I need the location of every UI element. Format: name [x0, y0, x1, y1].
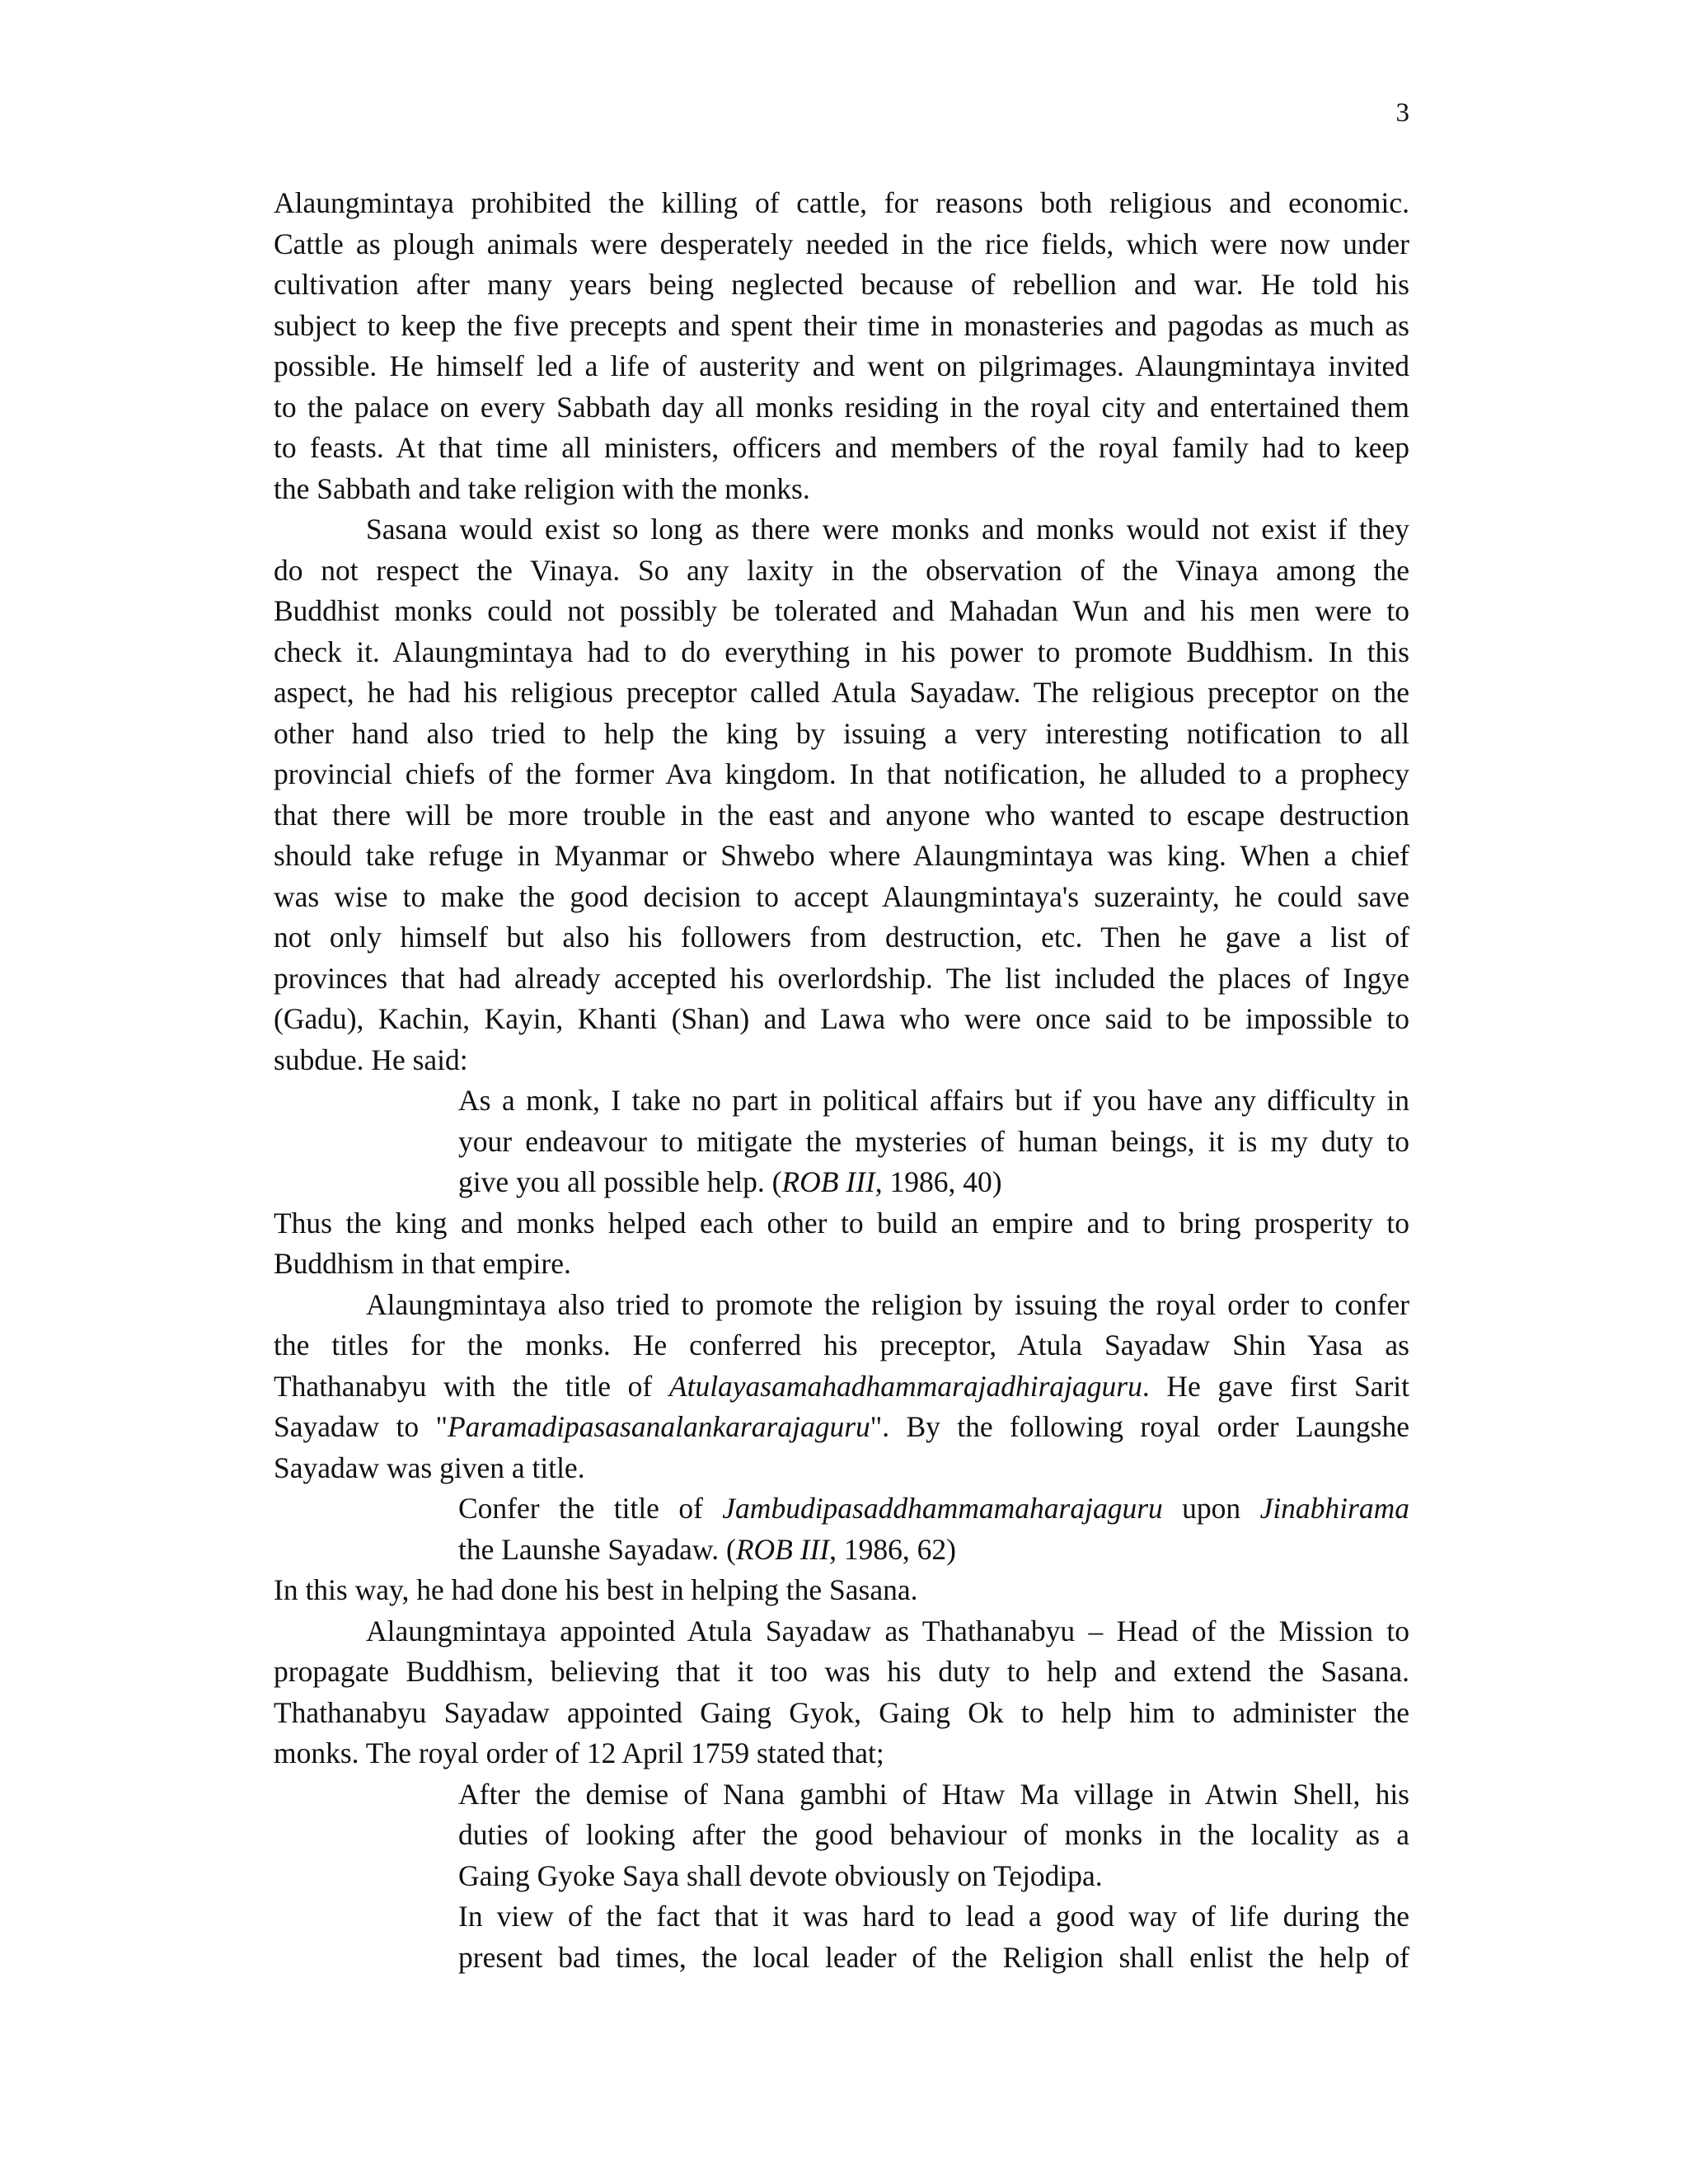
text-run: . He gave first Sarit	[1142, 1369, 1409, 1403]
quote-text: give you all possible help. (	[458, 1165, 782, 1198]
text-line: provincial chiefs of the former Ava kingdom. In that notification, he alluded to a prophecy	[274, 757, 1409, 790]
text-run: ". By the following royal order Laungshe	[870, 1410, 1409, 1443]
text-line: subdue. He said:	[274, 1043, 468, 1076]
paragraph-3	[274, 1203, 1409, 1285]
text-line: Thathanabyu Sayadaw appointed Gaing Gyok, Gaing Ok to help him to administer the	[274, 1695, 1409, 1729]
text-line: to feasts. At that time all ministers, officers and members of the royal family had to keep	[274, 431, 1409, 464]
block-quote-3	[458, 1774, 1409, 1897]
text-line	[458, 1530, 1409, 1571]
paragraph-6	[274, 1611, 1409, 1774]
paragraph-4	[274, 1285, 1409, 1489]
text-run: Confer the title of	[458, 1492, 723, 1525]
text-line: should take refuge in Myanmar or Shwebo where Alaungmintaya was king. When a chief	[274, 839, 1409, 872]
text-line	[274, 1366, 1409, 1408]
block-quote-1	[458, 1080, 1409, 1203]
text-line: that there will be more trouble in the east and anyone who wanted to escape destruction	[274, 798, 1409, 832]
honorific-title: Atulayasamahadhammarajadhirajaguru	[668, 1369, 1142, 1403]
paragraph-5	[274, 1570, 1409, 1611]
citation-source: ROB III	[735, 1532, 830, 1566]
text-line: Alaungmintaya prohibited the killing of cattle, for reasons both religious and economic.	[274, 186, 1409, 219]
document-body	[274, 183, 1409, 1978]
text-line: the titles for the monks. He conferred his preceptor, Atula Sayadaw Shin Yasa as	[274, 1329, 1409, 1361]
text-line: (Gadu), Kachin, Kayin, Khanti (Shan) and Lawa who were once said to be impossible to	[274, 1002, 1409, 1035]
text-line: Alaungmintaya also tried to promote the religion by issuing the royal order to confer	[366, 1287, 1409, 1321]
text-line: your endeavour to mitigate the mysteries of human beings, it is my duty to	[458, 1124, 1409, 1158]
monk-name: Jinabhirama	[1259, 1492, 1409, 1525]
text-line: duties of looking after the good behaviour of monks in the locality as a	[458, 1818, 1409, 1851]
honorific-title: Paramadipasasanalankararajaguru	[447, 1410, 870, 1443]
text-run: Sayadaw to "	[274, 1410, 448, 1443]
text-run: Thathanabyu with the title of	[274, 1369, 669, 1403]
citation-detail: , 1986, 40)	[874, 1165, 1002, 1198]
paragraph-1	[274, 183, 1409, 509]
text-line: aspect, he had his religious preceptor called Atula Sayadaw. The religious preceptor on the	[274, 676, 1409, 709]
block-quote-2	[458, 1488, 1409, 1570]
text-line: present bad times, the local leader of the Religion shall enlist the help of	[458, 1940, 1409, 1974]
text-line: Gaing Gyoke Saya shall devote obviously on Tejodipa.	[458, 1858, 1103, 1892]
honorific-title: Jambudipasaddhammamaharajaguru	[722, 1492, 1163, 1525]
text-line: In view of the fact that it was hard to lead a good way of life during the	[458, 1900, 1409, 1933]
page-number: 3	[1395, 98, 1409, 128]
text-line: subject to keep the five precepts and spent their time in monasteries and pagodas as much as	[274, 308, 1409, 342]
text-line: Thus the king and monks helped each other to build an empire and to bring prosperity to	[274, 1206, 1409, 1240]
text-line	[458, 1162, 1409, 1203]
text-line: Cattle as plough animals were desperately needed in the rice fields, which were now under	[274, 227, 1409, 260]
text-line: Sasana would exist so long as there were monks and monks would not exist if they	[366, 513, 1409, 546]
text-line: Buddhist monks could not possibly be tolerated and Mahadan Wun and his men were to	[274, 594, 1409, 627]
text-line: Sayadaw was given a title.	[274, 1451, 585, 1484]
text-line: possible. He himself led a life of austerity and went on pilgrimages. Alaungmintaya invited	[274, 349, 1409, 382]
paragraph-2	[274, 509, 1409, 1080]
text-line: cultivation after many years being neglected because of rebellion and war. He told his	[274, 268, 1409, 301]
block-quote-4	[458, 1896, 1409, 1978]
text-line: to the palace on every Sabbath day all monks residing in the royal city and entertained them	[274, 390, 1409, 424]
text-line: Alaungmintaya appointed Atula Sayadaw as Thathanabyu – Head of the Mission to	[366, 1614, 1409, 1647]
text-run: upon	[1162, 1492, 1260, 1525]
text-line: the Sabbath and take religion with the monks.	[274, 471, 810, 505]
text-line: After the demise of Nana gambhi of Htaw Ma village in Atwin Shell, his	[458, 1777, 1409, 1811]
text-line	[274, 1407, 1409, 1448]
text-line: do not respect the Vinaya. So any laxity in the observation of the Vinaya among the	[274, 553, 1409, 587]
citation-source: ROB III	[781, 1165, 875, 1198]
text-line: propagate Buddhism, believing that it too was his duty to help and extend the Sasana.	[274, 1655, 1409, 1688]
text-line: Buddhism in that empire.	[274, 1247, 571, 1280]
text-line: not only himself but also his followers from destruction, etc. Then he gave a list of	[274, 921, 1409, 954]
text-line: other hand also tried to help the king by issuing a very interesting notification to all	[274, 716, 1409, 750]
text-line: As a monk, I take no part in political affairs but if you have any difficulty in	[458, 1084, 1409, 1117]
citation-detail: , 1986, 62)	[829, 1532, 956, 1566]
text-line: check it. Alaungmintaya had to do everything in his power to promote Buddhism. In this	[274, 635, 1409, 668]
text-line: was wise to make the good decision to accept Alaungmintaya's suzerainty, he could save	[274, 879, 1409, 913]
text-line: monks. The royal order of 12 April 1759 stated that;	[274, 1736, 884, 1769]
text-run: the Launshe Sayadaw. (	[458, 1532, 736, 1566]
text-line: provinces that had already accepted his overlordship. The list included the places of Ingye	[274, 961, 1409, 995]
text-line	[458, 1488, 1409, 1530]
text-line: In this way, he had done his best in helping the Sasana.	[274, 1573, 918, 1606]
